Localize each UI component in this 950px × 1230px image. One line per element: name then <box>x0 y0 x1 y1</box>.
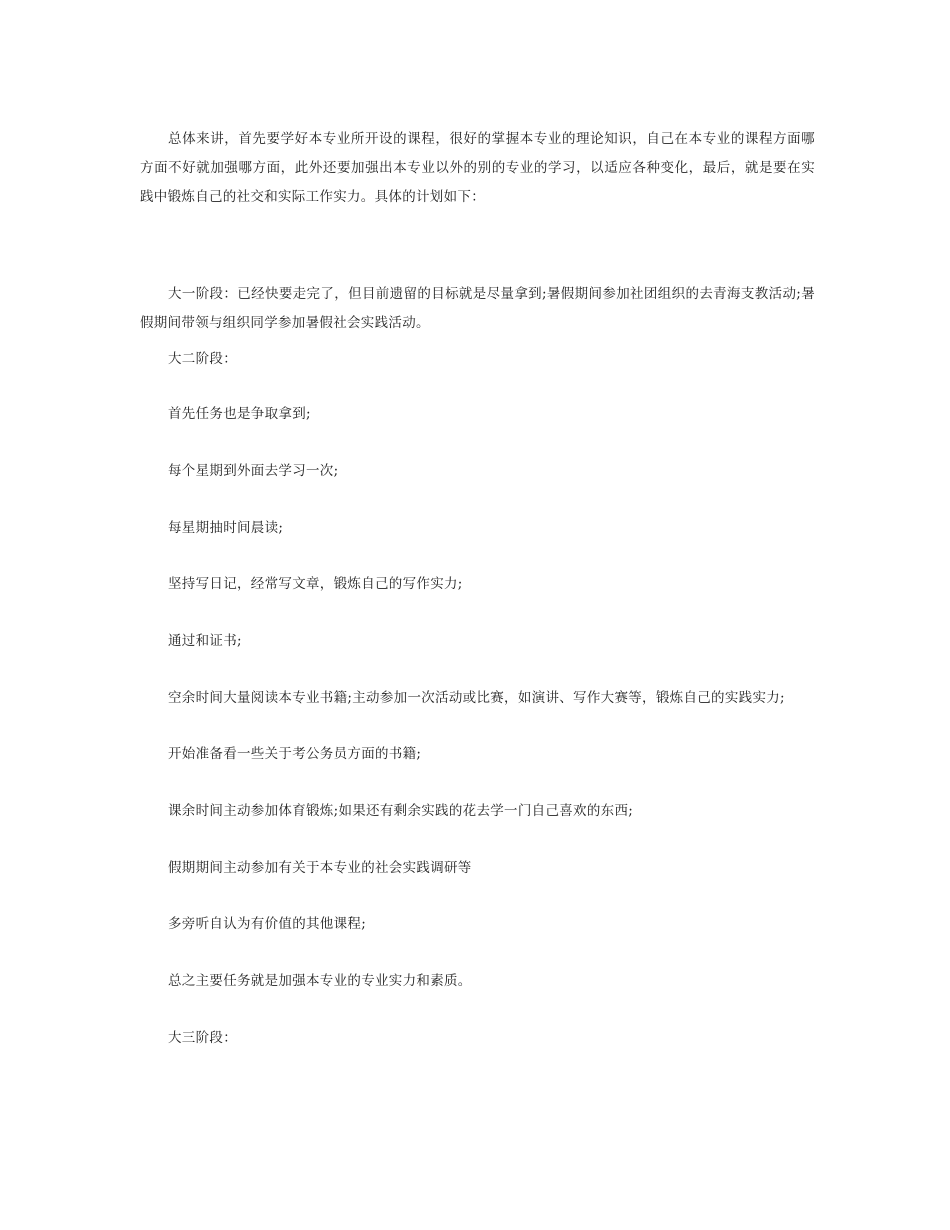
junior-heading: 大三阶段： <box>168 1030 237 1046</box>
sophomore-heading: 大二阶段： <box>168 351 237 367</box>
plan-item: 多旁听自认为有价值的其他课程; <box>168 916 367 932</box>
plan-item: 首先任务也是争取拿到; <box>168 406 311 422</box>
plan-item: 通过和证书; <box>168 633 242 649</box>
intro-paragraph: 总体来讲，首先要学好本专业所开设的课程，很好的掌握本专业的理论知识，自己在本专业的课程方面哪方面不好就加强哪方面，此外还要加强出本专业以外的别的专业的学习，以适应各种变化，最后，就是要在实践中锻炼自己的社交和实际工作实力。具体的计划如下： <box>140 131 815 205</box>
plan-item: 每个星期到外面去学习一次; <box>168 463 339 479</box>
plan-item: 假期期间主动参加有关于本专业的社会实践调研等 <box>168 860 472 876</box>
plan-item: 每星期抽时间晨读; <box>168 520 284 536</box>
freshman-paragraph: 大一阶段：已经快要走完了，但目前遗留的目标就是尽量拿到;暑假期间参加社团组织的去青海支教活动;暑假期间带领与组织同学参加暑假社会实践活动。 <box>140 286 815 331</box>
plan-item: 空余时间大量阅读本专业书籍;主动参加一次活动或比赛，如演讲、写作大赛等，锻炼自己的实践实力; <box>168 690 785 706</box>
plan-item: 坚持写日记，经常写文章，锻炼自己的写作实力; <box>168 576 463 592</box>
summary-paragraph: 总之主要任务就是加强本专业的专业实力和素质。 <box>168 973 472 989</box>
plan-item: 开始准备看一些关于考公务员方面的书籍; <box>168 746 422 762</box>
plan-item: 课余时间主动参加体育锻炼;如果还有剩余实践的花去学一门自己喜欢的东西; <box>168 803 634 819</box>
